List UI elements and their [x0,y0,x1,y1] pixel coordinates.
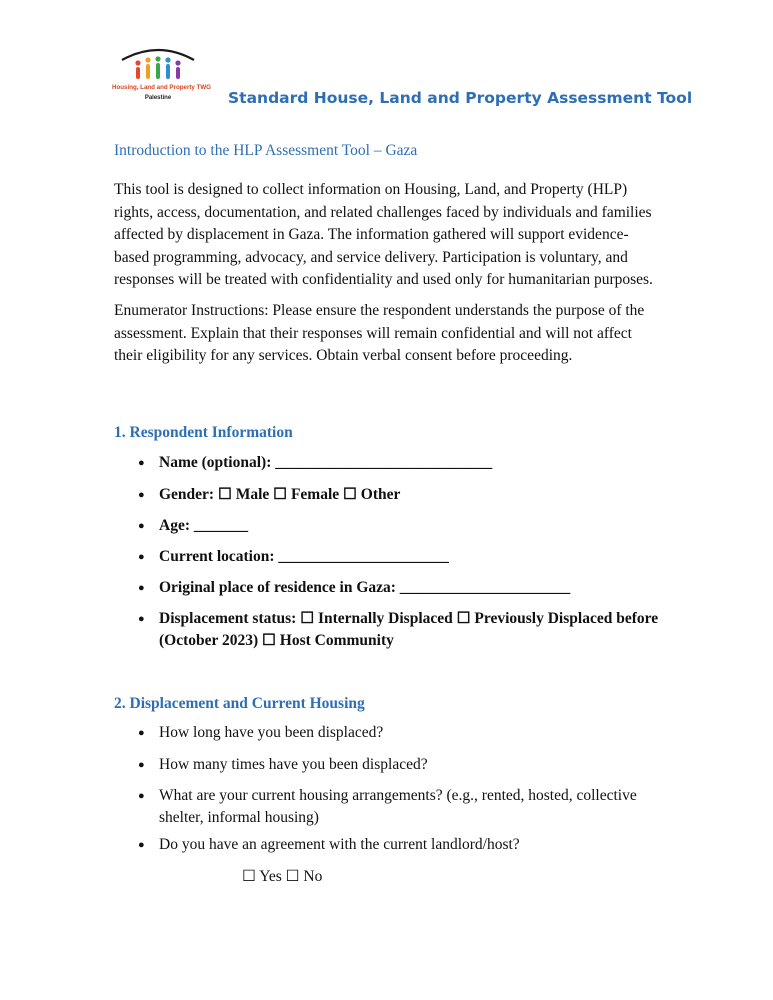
list-item-text: How many times have you been displaced? [159,756,428,773]
bullet-icon: ● [138,582,145,594]
list-item-text: Age: _______ [159,517,249,534]
list-item-displacement-duration [138,722,659,744]
bullet-icon: ● [138,790,145,802]
bullet-icon: ● [138,759,145,771]
logo-people-graphic [112,46,204,86]
bullet-icon: ● [138,551,145,563]
list-item-displacement-count [138,754,659,776]
list-item-current-location [138,546,659,568]
section-2-heading: 2. Displacement and Current Housing [114,695,365,712]
list-item-text: Gender: ☐ Male ☐ Female ☐ Other [159,486,401,503]
list-item-text: Original place of residence in Gaza: ______________________ [159,579,571,596]
list-item-original-residence [138,577,659,599]
bullet-icon: ● [138,727,145,739]
list-item-text: Current location: ______________________ [159,548,449,565]
list-item-text: How long have you been displaced? [159,724,384,741]
bullet-icon: ● [138,489,145,501]
list-item-age [138,515,659,537]
list-item-text: Name (optional): ____________________________ [159,454,493,471]
bullet-icon: ● [138,613,145,625]
bullet-icon: ● [138,457,145,469]
document-title: Standard House, Land and Property Assessment Tool [228,89,693,107]
list-item-housing-arrangements [138,785,639,829]
list-item-displacement-status [138,608,659,652]
intro-paragraph: This tool is designed to collect information on Housing, Land, and Property (HLP) rights, access, documentation, and related challenges faced by individuals and families affected by displacement in Gaza. The information gathered will support evidence-based programming, advocacy, and service delivery. Participation is voluntary, and responses will be treated with confidentiality and used only for humanitarian purposes. [114,181,653,288]
section-1-heading: 1. Respondent Information [114,424,293,441]
logo-region-text: Palestine [144,95,172,101]
list-item-name [138,452,659,474]
hlp-twg-logo [112,46,211,112]
list-item-text: Displacement status: ☐ Internally Displaced ☐ Previously Displaced before (October 2023) ☐ Host Community [159,610,659,649]
bullet-icon: ● [138,520,145,532]
logo-org-text: Housing, Land and Property TWG [112,84,211,91]
list-item-text: Do you have an agreement with the current landlord/host? [159,836,520,853]
bullet-icon: ● [138,839,145,851]
enumerator-instructions: Enumerator Instructions: Please ensure the respondent understands the purpose of the assessment. Explain that their responses will remain confidential and will not affect their eligibility for any services. Obtain verbal consent before proceeding. [114,302,645,364]
list-item-text: What are your current housing arrangements? (e.g., rented, hosted, collective shelter, informal housing) [159,787,637,826]
agreement-yes-no-checkboxes[interactable]: ☐ Yes ☐ No [242,868,323,885]
list-item-gender [138,484,659,506]
list-item-landlord-agreement [138,834,659,856]
intro-heading: Introduction to the HLP Assessment Tool – Gaza [114,142,418,159]
